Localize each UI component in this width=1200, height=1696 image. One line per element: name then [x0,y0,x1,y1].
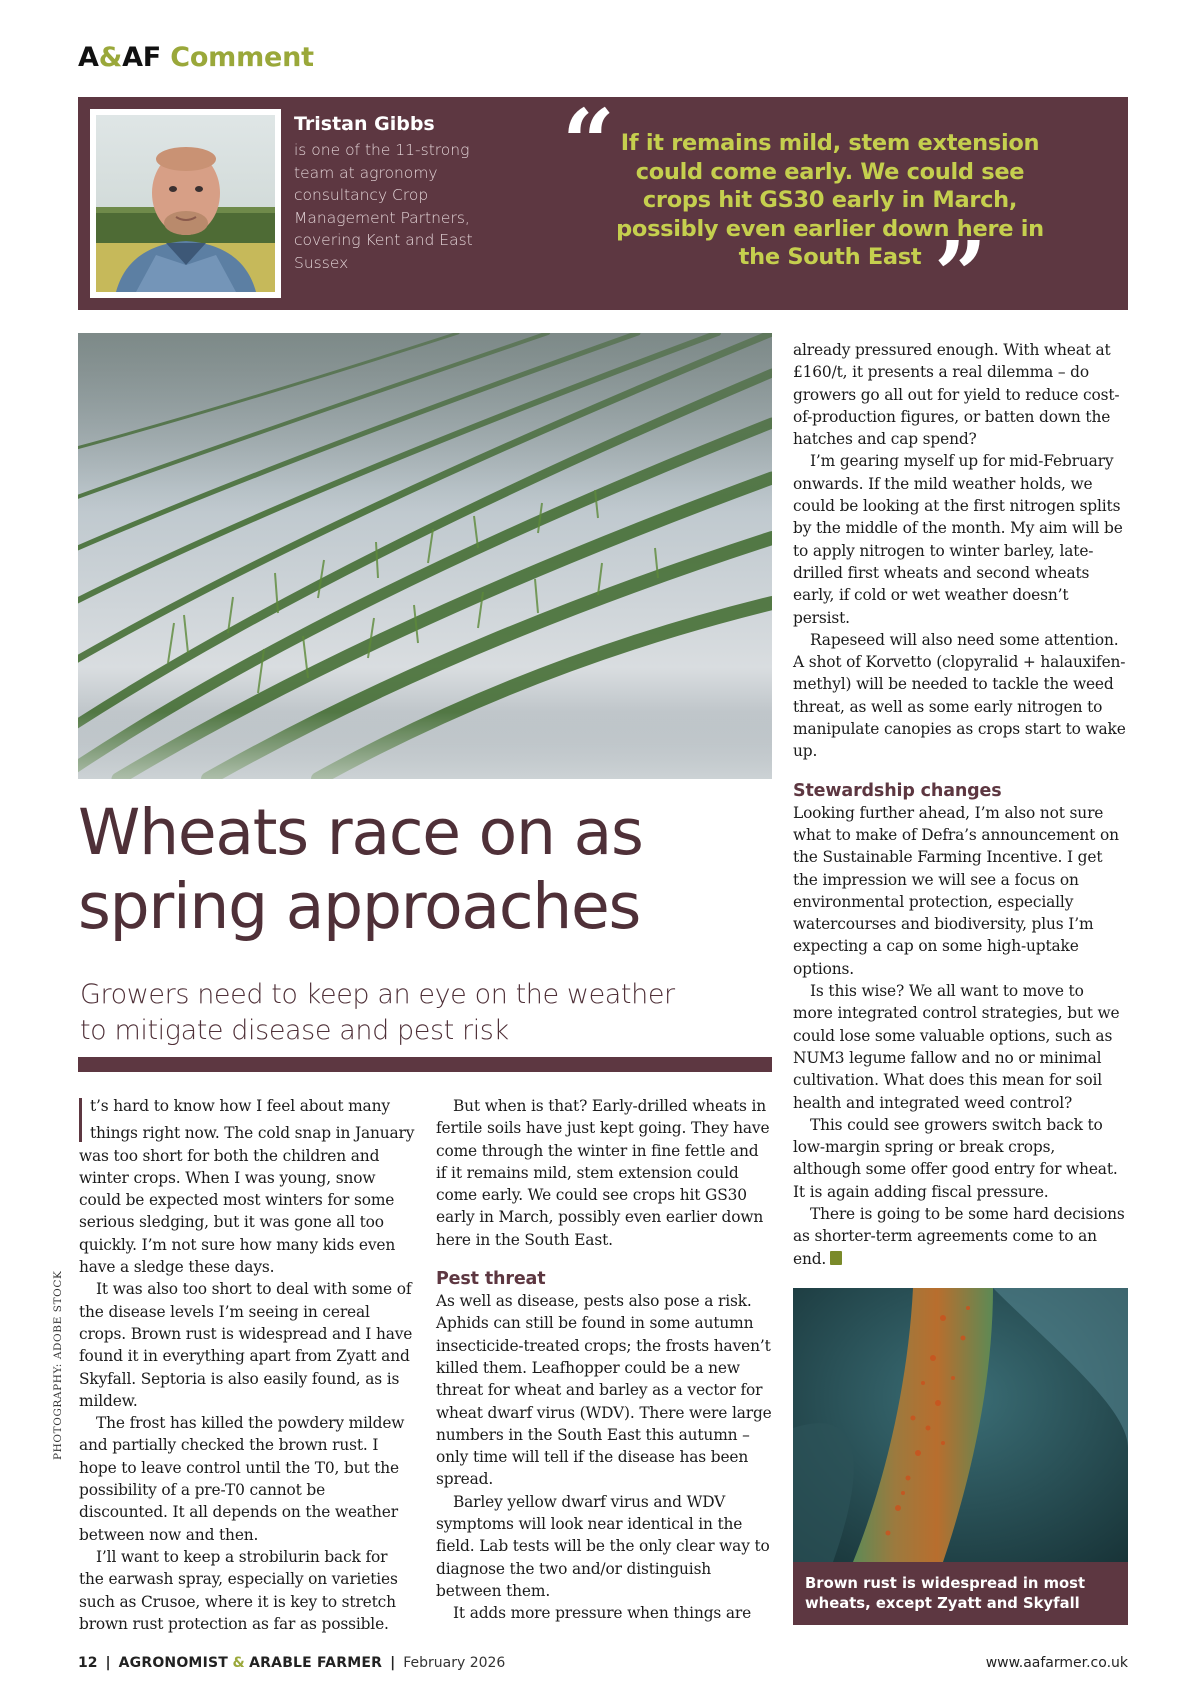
open-quote-icon: “ [562,89,615,197]
subheading-stewardship-changes: Stewardship changes [793,780,1002,801]
body-paragraph: The frost has killed the powdery mildew and partially checked the brown rust. I hope to leave control until the T0, but the possibility of a pre-T0 cannot be discounted. It all depends on the weather between now and then. [79,1414,405,1544]
subheading-pest-threat: Pest threat [436,1269,546,1290]
issue-date: February 2026 [403,1655,506,1671]
magazine-name-b: ARABLE FARMER [249,1655,383,1671]
body-text: t’s hard to know how I feel about many things right now. The cold snap in January was too short for both the children and winter crops. When I was young, snow could be expected most winters for some serious sledging, but it was gone all too quickly. I’m not sure how many kids even have a sledge these days. [79,1097,415,1277]
author-banner [78,89,1128,329]
body-column-left [79,1095,416,1635]
body-column-middle [436,1095,772,1625]
author-name: Tristan Gibbs [294,113,435,135]
body-paragraph [79,1095,416,1278]
brand-ampersand: & [98,42,123,73]
body-paragraph: already pressured enough. With wheat at £160/t, it presents a real dilemma – do growers go all out for yield to reduce cost-of-production figures, or batten down the hatches and cap spend? [793,341,1120,449]
wheat-seedlings-photo-icon [78,333,772,779]
headline [78,796,778,944]
standfirst-line-2: to mitigate disease and pest risk [80,1015,509,1046]
brand-a: A [78,42,99,73]
pull-quote: If it remains mild, stem extension could come early. We could see crops hit GS30 early in March, possibly even earlier down here in the South East [616,130,1044,270]
brand-af: AF [122,42,162,73]
page-number: 12 [78,1655,98,1671]
headline-line-2: spring approaches [78,870,641,943]
close-quote-icon: ” [934,221,987,329]
headline-divider [78,1057,772,1072]
body-paragraph: As well as disease, pests also pose a risk. Aphids can still be found in some autumn insecticide-treated crops; the frosts haven’t killed them. Leafhopper could be a new threat for wheat and barley as a vector for wheat dwarf virus (WDV). There were large numbers in the South East this autumn – only time will tell if the disease has been spread. [436,1292,772,1489]
body-paragraph [793,1203,1127,1270]
photo-credit: PHOTOGRAPHY: ADOBE STOCK [52,1270,64,1460]
section-header [78,42,314,73]
magazine-ampersand: & [232,1655,245,1671]
standfirst [80,977,780,1049]
body-paragraph: Is this wise? We all want to move to more integrated control strategies, but we could lose some valuable options, such as NUM3 legume fallow and no or minimal cultivation. What does this mean for soil health and integrated weed control? [793,982,1120,1112]
body-paragraph: I’ll want to keep a strobilurin back for the earwash spray, especially on varieties such as Crusoe, where it is key to stretch brown rust protection as far as possible. [79,1547,398,1633]
body-column-right [793,339,1127,1270]
body-paragraph: But when is that? Early-drilled wheats in fertile soils have just kept going. They have come through the winter in fine fettle and if it remains mild, stem extension could come early. We could see crops hit GS30 early in March, possibly even earlier down here in the South East. [436,1097,770,1249]
standfirst-line-1: Growers need to keep an eye on the weather [80,979,675,1010]
page-footer [78,1655,1128,1671]
footer-separator: | [105,1655,111,1671]
body-paragraph: It adds more pressure when things are [453,1604,752,1623]
headline-line-1: Wheats race on as [78,796,643,869]
dropcap-bar [79,1098,82,1142]
body-paragraph: I’m gearing myself up for mid-February onwards. If the mild weather holds, we could be looking at the first nitrogen splits by the middle of the month. My aim will be to apply nitrogen to winter barley, late-drilled first wheats and second wheats early, if cold or wet weather doesn’t persist. [793,452,1123,627]
photo-caption: Brown rust is widespread in most wheats, except Zyatt and Skyfall [793,1562,1128,1625]
section-label: Comment [170,42,314,73]
body-paragraph: This could see growers switch back to low-margin spring or break crops, although some offer good entry for wheat. It is again adding fiscal pressure. [793,1115,1118,1201]
body-paragraph: Barley yellow dwarf virus and WDV symptoms will look near identical in the field. Lab tests will be the only clear way to diagnose the two and/or distinguish between them. [436,1492,770,1600]
body-paragraph: Looking further ahead, I’m also not sure what to make of Defra’s announcement on the Sustainable Farming Incentive. I get the impression we will see a focus on environmental protection, especially watercourses and biodiversity, plus I’m expecting a cap on some high-uptake options. [793,803,1119,978]
end-of-article-icon [830,1251,842,1265]
body-text: There is going to be some hard decisions as shorter-term agreements come to an end. [793,1204,1125,1268]
footer-separator: | [390,1655,396,1671]
website-link[interactable]: www.aafarmer.co.uk [985,1655,1128,1671]
brown-rust-leaf-photo-icon [793,1288,1128,1562]
author-bio: is one of the 11-strong team at agronomy consultancy Crop Management Partners, covering Kent and East Sussex [294,141,473,272]
magazine-name-a: AGRONOMIST [118,1655,229,1671]
body-paragraph: Rapeseed will also need some attention. A shot of Korvetto (clopyralid + halauxifen-methyl) will be needed to tackle the weed threat, as well as some early nitrogen to manipulate canopies as crops start to wake up. [793,630,1126,761]
body-paragraph: It was also too short to deal with some of the disease levels I’m seeing in cereal crops. Brown rust is widespread and I have found it in everything apart from Zyatt and Skyfall. Septoria is also easily found, as is mildew. [79,1280,413,1410]
author-portrait-icon [90,109,281,298]
